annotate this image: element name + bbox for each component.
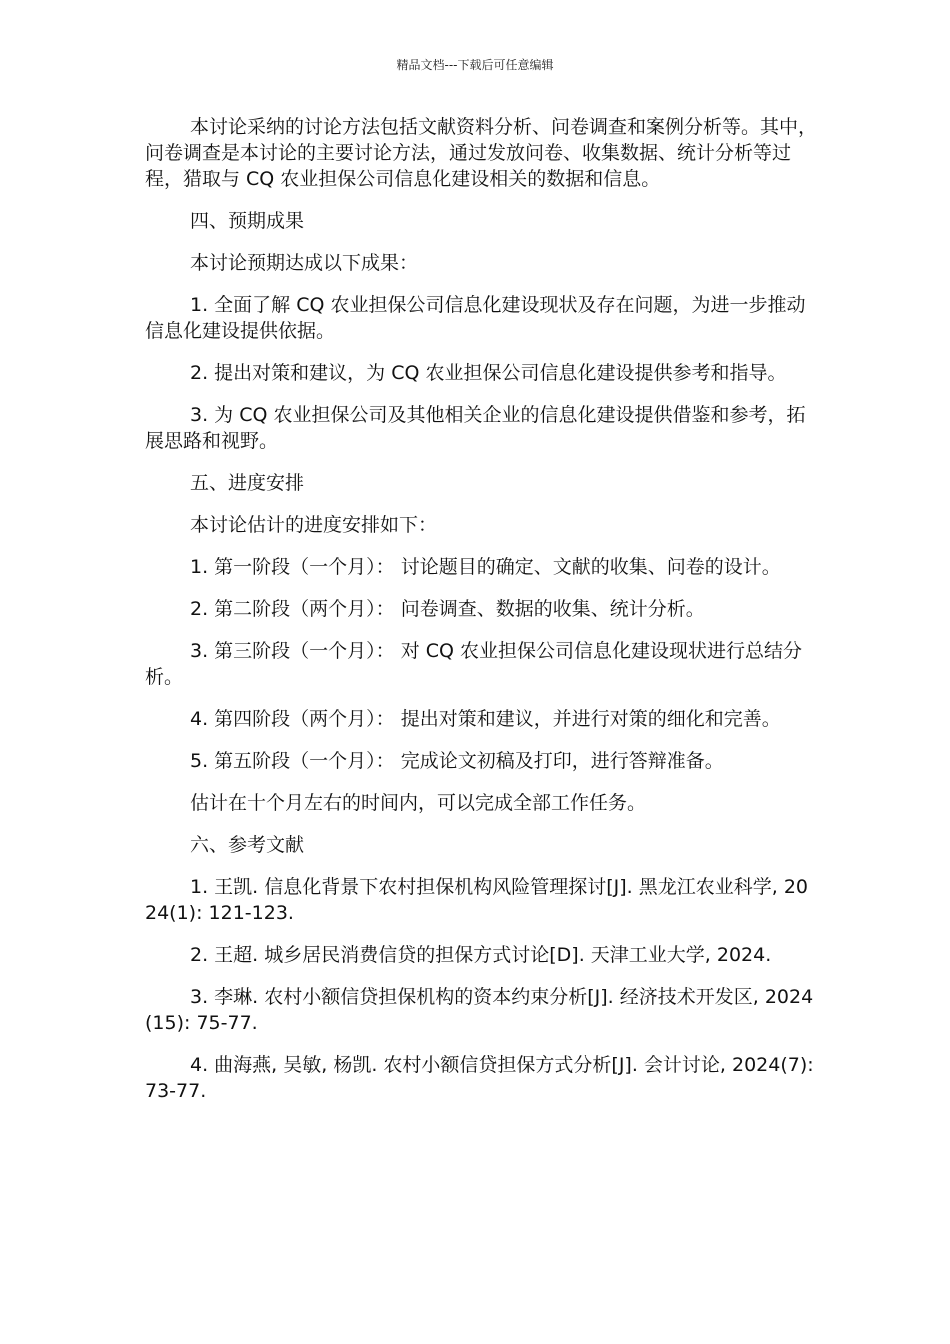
- result-item-2: 2. 提出对策和建议，为 CQ 农业担保公司信息化建设提供参考和指导。: [190, 362, 787, 384]
- reference-item-3: 3. 李琳. 农村小额信贷担保机构的资本约束分析[J]. 经济技术开发区, 2024(15): 75-77.: [145, 986, 814, 1034]
- paragraph-methods: 本讨论采纳的讨论方法包括文献资料分析、问卷调查和案例分析等。其中，问卷调查是本讨论的主要讨论方法，通过发放问卷、收集数据、统计分析等过程，猎取与 CQ 农业担保公司信息化建设相关的数据和信息。: [145, 116, 818, 190]
- reference-item-1: 1. 王凯. 信息化背景下农村担保机构风险管理探讨[J]. 黑龙江农业科学, 2024(1): 121-123.: [145, 876, 809, 924]
- reference-item-2: 2. 王超. 城乡居民消费信贷的担保方式讨论[D]. 天津工业大学, 2024.: [190, 944, 772, 966]
- section-heading-references: 六、参考文献: [190, 834, 305, 856]
- paragraph-results-intro: 本讨论预期达成以下成果：: [190, 252, 419, 274]
- section-heading-expected-results: 四、预期成果: [190, 210, 305, 232]
- paragraph-schedule-summary: 估计在十个月左右的时间内，可以完成全部工作任务。: [190, 792, 647, 814]
- document-body: [145, 114, 817, 1120]
- paragraph-schedule-intro: 本讨论估计的进度安排如下：: [190, 514, 438, 536]
- schedule-item-3: 3. 第三阶段（一个月）： 对 CQ 农业担保公司信息化建设现状进行总结分析。: [145, 640, 803, 688]
- schedule-item-1: 1. 第一阶段（一个月）： 讨论题目的确定、文献的收集、问卷的设计。: [190, 556, 781, 578]
- section-heading-schedule: 五、进度安排: [190, 472, 305, 494]
- reference-item-4: 4. 曲海燕, 吴敏, 杨凯. 农村小额信贷担保方式分析[J]. 会计讨论, 2024(7): 73-77.: [145, 1054, 814, 1102]
- page-header: 精品文档---下载后可任意编辑: [396, 58, 554, 72]
- result-item-3: 3. 为 CQ 农业担保公司及其他相关企业的信息化建设提供借鉴和参考，拓展思路和视野。: [145, 404, 806, 452]
- schedule-item-5: 5. 第五阶段（一个月）： 完成论文初稿及打印，进行答辩准备。: [190, 750, 724, 772]
- schedule-item-2: 2. 第二阶段（两个月）： 问卷调查、数据的收集、统计分析。: [190, 598, 705, 620]
- result-item-1: 1. 全面了解 CQ 农业担保公司信息化建设现状及存在问题，为进一步推动信息化建设提供依据。: [145, 294, 806, 342]
- schedule-item-4: 4. 第四阶段（两个月）： 提出对策和建议，并进行对策的细化和完善。: [190, 708, 781, 730]
